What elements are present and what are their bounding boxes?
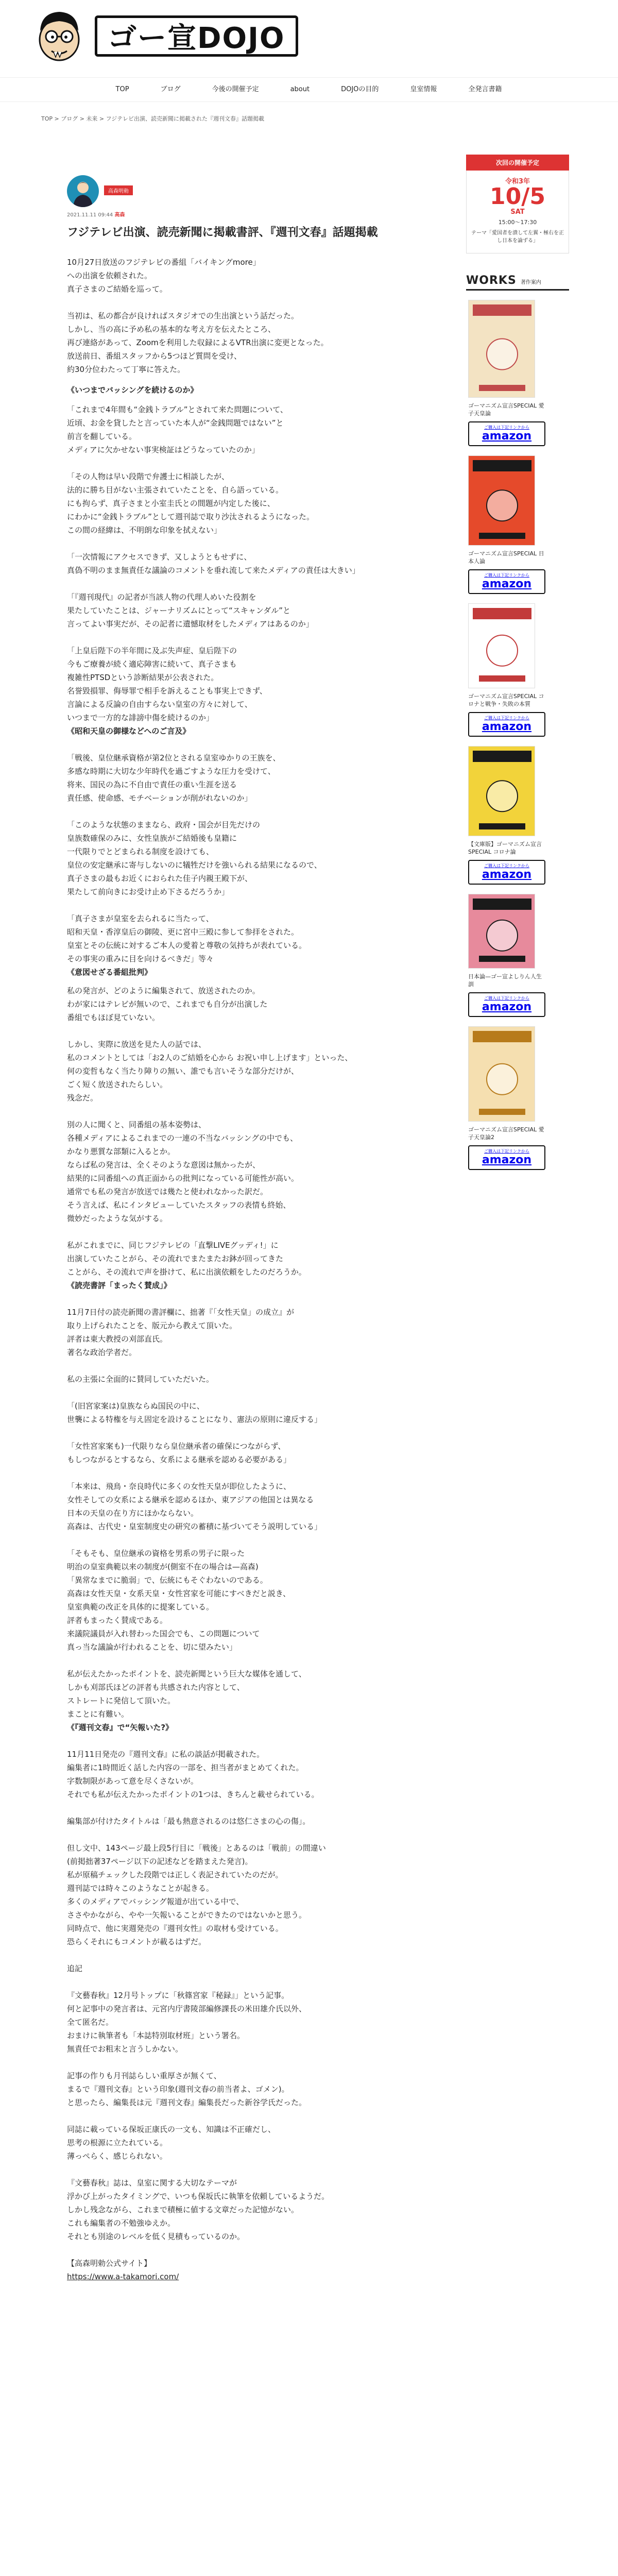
nav-schedule[interactable]: 今後の開催予定 bbox=[197, 78, 275, 101]
amazon-button[interactable] bbox=[468, 569, 545, 594]
book-cover[interactable] bbox=[468, 1026, 535, 1122]
site-header bbox=[0, 0, 618, 77]
category-badge[interactable]: 高森明勅 bbox=[104, 185, 133, 195]
book-caption: 日本論—ゴー宣よしりん人生訓 bbox=[468, 973, 542, 988]
site-logo[interactable] bbox=[31, 8, 298, 64]
paragraph: 私がこれまでに、同じフジテレビの「直撃LIVEグッディ!」に 出演していたことがら、その流れでまたまたお鉢が回ってきた ことがら、その流れで声を掛けて、私に出演依頼をしたのだろうか。 bbox=[67, 1240, 306, 1277]
paragraph: 別の人に聞くと、同番組の基本姿勢は、 各種メディアによるこれまでの一連の不当なバッシングの中でも、 かなり悪質な部類に入るとか。 ならば私の発言は、全くそのような意図は無かったが、 結果的に同番組への真正面からの批判になっている可能性が高い。 通常でも私の発言が放送では幾たと使われなかった訳だ。 そう言えば、私にインタビューしていたスタッフの表情も終始、 微妙だったような気がする。 bbox=[67, 1120, 299, 1223]
paragraph: 「(旧宮家案は)皇族ならぬ国民の中に、 世襲による特権を与え固定を設けることになり、憲法の原則に違反する」 bbox=[67, 1401, 322, 1424]
amazon-logo-icon: amazon bbox=[482, 1154, 532, 1166]
works-heading bbox=[466, 274, 569, 291]
schedule-date: 10/5 bbox=[490, 183, 545, 210]
book-caption: 【文庫版】ゴーマニズム宣言SPECIAL コロナ論 bbox=[468, 841, 542, 855]
book-cover[interactable] bbox=[468, 894, 535, 969]
works-subtitle: 著作案内 bbox=[520, 280, 541, 285]
amazon-button[interactable] bbox=[468, 860, 545, 885]
nav-top[interactable]: TOP bbox=[100, 78, 145, 101]
paragraph: 11月11日発売の『週刊文春』に私の談話が掲載された。 編集者に1時間近く話した内容の一部を、担当者がまとめてくれた。 字数制限があって意を尽くさないが。 それでも私が伝えたかったポイントの1つは、きちんと載せられている。 bbox=[67, 1749, 319, 1799]
amazon-logo-icon: amazon bbox=[482, 720, 532, 733]
book-item bbox=[468, 455, 545, 594]
paragraph: しかし、実際に放送を見た人の話では、 私のコメントとしては「お2人のご結婚を心から お祝い申し上げます」といった、 何の変哲もなく当たり障りの無い、誰でも言いそうな部分だけが、 ごく短く放送されたらしい。 残念だ。 bbox=[67, 1039, 353, 1103]
paragraph: 「その人物は早い段階で弁護士に相談したが、 法的に勝ち目がない主張されていたことを、自ら語っている。 にも拘らず、真子さまと小室圭氏との間題が内定した後に、 にわかに“金銭トラブル”として週刊誌で取り沙汰されるようになった。 この間の経緯は、不明朗な印象を拭えない」 bbox=[67, 471, 314, 535]
amazon-pre-label: ご購入は下記リンクから bbox=[484, 425, 529, 430]
book-cover[interactable] bbox=[468, 746, 535, 836]
works-title: WORKS bbox=[466, 274, 517, 287]
paragraph: 【高森明勅公式サイト】 bbox=[67, 2258, 151, 2268]
paragraph: 私の主張に全面的に賛同していただいた。 bbox=[67, 1374, 214, 1384]
main-nav bbox=[0, 77, 618, 102]
amazon-logo-icon: amazon bbox=[482, 578, 532, 590]
amazon-logo-icon: amazon bbox=[482, 1001, 532, 1013]
schedule-box[interactable] bbox=[466, 171, 569, 253]
paragraph: 「真子さまが皇室を去られるに当たって、 昭和天皇・香淳皇后の御陵、更に宮中三殿に参して参拝をされた。 皇室とその伝統に対するご本人の愛着と尊敬の気持ちが表れている。 その事実の重みに目を向けるべきだ」等々 bbox=[67, 913, 307, 963]
book-item bbox=[468, 894, 545, 1017]
amazon-pre-label: ご購入は下記リンクから bbox=[484, 996, 529, 1001]
paragraph: 10月27日放送のフジテレビの番組「バイキングmore」 への出演を依頼された。 真子さまのご結婚を巡って。 bbox=[67, 257, 261, 294]
paragraph: 「戦後、皇位継承資格が第2位とされる皇室ゆかりの王族を、 多感な時期に大切な少年時代を過ごすような圧力を受けて、 将来、国民の為に不自由で責任の重い生涯を送る 責任感、使命感、モチベーションが削がれないのか」 bbox=[67, 753, 281, 803]
paragraph: 私の発言が、どのように編集されて、放送されたのか。 わが家にはテレビが無いので、これまでも自分が出演した 番組でもほぼ見ていない。 bbox=[67, 986, 268, 1022]
schedule-theme: テーマ「愛国者を潰して左翼・極右を正し日本を論ずる」 bbox=[471, 230, 564, 244]
paragraph: 11月7日付の読売新聞の書評欄に、拙著『「女性天皇」の成立』が 取り上げられたことを、版元から教えて頂いた。 評者は東大教授の刈部直氏。 著名な政治学者だ。 bbox=[67, 1307, 295, 1357]
book-caption: ゴーマニズム宣言SPECIAL 日本人論 bbox=[468, 550, 544, 565]
works-list bbox=[466, 300, 569, 1170]
section-heading: 《昭和天皇の御様などへのご言及》 bbox=[67, 726, 191, 736]
official-site-link[interactable]: https://www.a-takamori.com/ bbox=[67, 2272, 179, 2281]
section-heading: 《読売書評「まったく賛成」》 bbox=[67, 1280, 171, 1290]
book-item bbox=[468, 300, 545, 446]
paragraph: 当初は、私の都合が良ければスタジオでの生出演という話だった。 しかし、当の高に予め私の基本的な考え方を伝えたところ、 再び連絡があって、Zoomを利用した収録によるVTR出演に変更となった。 放送前日、番組スタッフから5つほど質問を受け、 約30分位わたって丁寧に答えた。 bbox=[67, 311, 329, 374]
book-cover[interactable] bbox=[468, 300, 535, 398]
amazon-logo-icon: amazon bbox=[482, 430, 532, 443]
section-heading: 《『週刊文春』で“矢報いた?》 bbox=[67, 1722, 174, 1732]
author-avatar[interactable] bbox=[67, 175, 99, 207]
paragraph: 『文藝春秋』誌は、皇室に関する大切なテーマが 浮かび上がったタイミングで、いつも保坂氏に執筆を依頼しているようだ。 しかし残念ながら、これまで積極に値する文章だった記憶がない。 これも編集者の不勉強ゆえか。 それとも別途のレベルを低く見積もっているのか。 bbox=[67, 2178, 330, 2241]
paragraph: 同誌に載っている保坂正康氏の一文も、知識は不正確だし、 思考の根源に立たれている。 薄っぺらく、感じられない。 bbox=[67, 2124, 276, 2161]
logo-wordmark: ゴー宣DOJO bbox=[95, 15, 298, 57]
paragraph: 私が伝えたかったポイントを、読売新聞という巨大な媒体を通して、 しかも刈部氏ほどの評者も共感された内容として、 ストレートに発信して頂いた。 まことに有難い。 bbox=[67, 1669, 306, 1719]
schedule-year: 令和3年 bbox=[505, 178, 530, 185]
paragraph bbox=[67, 2270, 397, 2283]
nav-blog[interactable]: ブログ bbox=[145, 78, 197, 101]
paragraph: 「『週刊現代』の記者が当該人物の代理人めいた役割を 果たしていたことは、ジャーナリズムにとって“スキャンダル”と 言ってよい事実だが、その記者に遺憾取材をしたメディアはあるのか」 bbox=[67, 592, 314, 629]
author-row bbox=[67, 175, 397, 207]
amazon-logo-icon: amazon bbox=[482, 868, 532, 881]
schedule-day: SAT bbox=[510, 208, 525, 216]
amazon-button[interactable] bbox=[468, 421, 545, 446]
nav-about[interactable]: about bbox=[275, 78, 326, 101]
book-item bbox=[468, 603, 545, 737]
paragraph: 「そもそも、皇位継承の資格を男系の男子に限った 明治の皇室典範以来の制度が(側室不在の場合は—高森) 「異常なまでに脆弱」で、伝統にもそぐわないのである。 高森は女性天皇・女系天皇・女性宮家を可能にすべきだと説き、 皇室典範の改正を具体的に提案している。 評者もまったく賛成である。 来議院議員が入れ替わった国会でも、この問題について 真っ当な議論が行われることを、切に望みたい」 bbox=[67, 1548, 291, 1652]
post-date: 2021.11.11 09:44 高森 bbox=[67, 212, 125, 218]
schedule-heading: 次回の開催予定 bbox=[466, 155, 569, 171]
section-heading: 《いつまでバッシングを続けるのか》 bbox=[67, 385, 198, 395]
amazon-pre-label: ご購入は下記リンクから bbox=[484, 1149, 529, 1154]
paragraph: 「上皇后陛下の半年間に及ぶ失声症、皇后陛下の 今もご療養が続く適応障害に続いて、真子さまも 複雑性PTSDという診断結果が公表された。 名誉毀損罪、侮辱罪で相手を訴えることも事実上できず、 言論による反論の自由すらない皇室の方々に対して、 いつまで一方的な誹謗中傷を続けるのか」 bbox=[67, 646, 267, 722]
amazon-button[interactable] bbox=[468, 712, 545, 737]
book-caption: ゴーマニズム宣言SPECIAL コロナと戦争・失敗の本質 bbox=[468, 693, 544, 707]
nav-imperial[interactable]: 皇室情報 bbox=[394, 78, 453, 101]
book-cover[interactable] bbox=[468, 455, 535, 546]
amazon-button[interactable] bbox=[468, 1145, 545, 1170]
book-cover[interactable] bbox=[468, 603, 535, 688]
paragraph: 編集部が付けたタイトルは「最も熱意されるのは悠仁さまの心の傷」。 bbox=[67, 1816, 311, 1826]
amazon-pre-label: ご購入は下記リンクから bbox=[484, 863, 529, 868]
amazon-pre-label: ご購入は下記リンクから bbox=[484, 573, 529, 578]
sidebar bbox=[466, 155, 569, 1170]
book-caption: ゴーマニズム宣言SPECIAL 愛子天皇論2 bbox=[468, 1126, 544, 1141]
breadcrumb[interactable]: TOP > ブログ > 未来 > フジテレビ出演、読売新聞に掲載された『週刊文春』話題掲載 bbox=[41, 115, 264, 122]
paragraph: 「このような状態のままなら、政府・国会が目先だけの 皇族数確保のみに、女性皇族がご結婚後も皇籍に 一代限りでとどまられる制度を設けても、 皇位の安定継承に寄与しないのに犠牲だけを強いられる結果になるので、 真子さまの最もお近くにおられた佳子内親王殿下が、 果たして前向きにお受け止め下さるだろうか」 bbox=[67, 820, 322, 896]
amazon-button[interactable] bbox=[468, 992, 545, 1017]
mascot-face-icon bbox=[31, 8, 88, 64]
paragraph: 追記 bbox=[67, 1963, 83, 1973]
book-caption: ゴーマニズム宣言SPECIAL 愛子天皇論 bbox=[468, 402, 544, 417]
paragraph: 「これまで4年間も“金銭トラブル”とされて来た問題について、 近頃、お金を貸したと言っていた本人が“金銭問題ではない”と 前言を翻している。 メディアに欠かせない事実検証はどうなっていたのか」 bbox=[67, 404, 288, 454]
book-item bbox=[468, 746, 545, 885]
paragraph: 「一次情報にアクセスできず、又しようともせずに、 真偽不明のまま無責任な議論のコメントを垂れ流して来たメディアの責任は大きい」 bbox=[67, 552, 360, 575]
nav-purpose[interactable]: DOJOの目的 bbox=[325, 78, 394, 101]
schedule-time: 15:00〜17:30 bbox=[498, 219, 537, 226]
paragraph: 「本来は、飛鳥・奈良時代に多くの女性天皇が即位したように、 女性そしての女系による継承を認めるほか、東アジアの他国とは異なる 日本の天皇の在り方にほかならない。 高森は、古代史・皇室制度史の研究の蓄積に基づいてそう説明している」 bbox=[67, 1481, 322, 1531]
section-heading: 《意図せざる番組批判》 bbox=[67, 967, 152, 977]
post-title: フジテレビ出演、読売新聞に掲載書評、『週刊文春』話題掲載 bbox=[67, 226, 378, 239]
paragraph: 「女性宮家案も)一代限りなら皇位継承者の確保につながらず、 もしつながるとするなら、女系による継承を認める必要がある」 bbox=[67, 1441, 291, 1464]
post-main bbox=[67, 175, 397, 2297]
book-item bbox=[468, 1026, 545, 1170]
post-body bbox=[67, 256, 397, 2283]
paragraph: 『文藝春秋』12月号トップに「秋篠宮家『秘録』」という記事。 何と記事中の発言者は、元宮内庁書陵部編修課長の米田雄介氏以外、 全て匿名だ。 おまけに執筆者も「本誌特別取材班」という署名。 無責任でお粗末と言うしかない。 bbox=[67, 1990, 307, 2054]
amazon-pre-label: ご購入は下記リンクから bbox=[484, 716, 529, 720]
paragraph: 但し文中、143ページ最上段5行目に「戦後」とあるのは「戦前」の間違い (前掲拙著37ページ以下の記述などを踏まえた発言)。 私が原稿チェックした段階では正しく表記されていたのだが。 週刊誌では時々このようなことが起きる。 多くのメディアでバッシング報道が出ている中で、 ささやかながら、やや一矢報いることができたのではないかと思う。 同時点で、他に実週発売の『週刊女性』の取材も受けている。 恐らくそれにもコメントが載るはずだ。 bbox=[67, 1843, 326, 1946]
paragraph: 記事の作りも月刊誌らしい重厚さが無くて、 まるで『週刊文春』という印象(週刊文春の前当者よ、ゴメン)。 と思ったら、編集長は元『週刊文春』編集長だった新谷学氏だった。 bbox=[67, 2071, 307, 2107]
nav-books[interactable]: 全発言書籍 bbox=[453, 78, 518, 101]
